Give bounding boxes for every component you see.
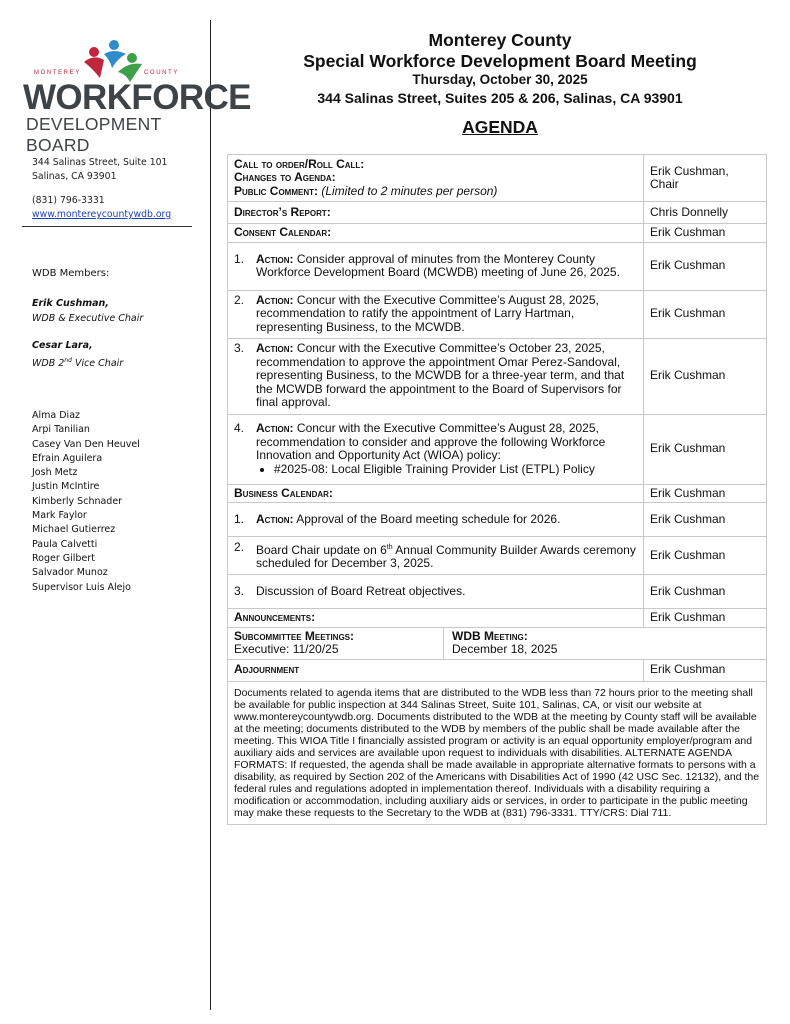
vertical-divider [210, 20, 211, 1010]
table-row [228, 659, 767, 681]
presenter: Erik Cushman [644, 575, 767, 609]
officer-name: Erik Cushman, [32, 298, 109, 309]
logo-workforce: WORKFORCE [23, 78, 251, 117]
member-name: Casey Van Den Heuvel [32, 438, 140, 450]
table-row: 1. Action: Approval of the Board meeting schedule for 2026. Erik Cushman [228, 503, 767, 537]
wdb-logo [18, 38, 251, 155]
member-name: Arpi Tanilian [32, 424, 90, 436]
presenter: Erik Cushman [644, 503, 767, 537]
wdb-meeting-label: WDB Meeting: [452, 628, 528, 643]
presenter: Erik Cushman [644, 242, 767, 290]
presenter: Erik Cushman [644, 537, 767, 575]
officer-chair [32, 296, 143, 326]
table-row [228, 155, 767, 202]
table-row [228, 224, 767, 243]
subcommittee-label: Subcommittee Meetings: [234, 628, 354, 643]
presenter: Erik Cushman [644, 290, 767, 338]
members-title: WDB Members: [32, 268, 110, 279]
item-text: Consider approval of minutes from the Monterey County Workforce Development Board (MCWDB) meeting of June 26, 2025. [256, 251, 620, 279]
member-name: Efrain Aguilera [32, 452, 103, 464]
table-row: 1. Action: Consider approval of minutes from the Monterey County Workforce Development Board (MCWDB) meeting of June 26, 2025. Erik Cushman [228, 242, 767, 290]
member-name: Paula Calvetti [32, 538, 98, 550]
member-name: Kimberly Schnader [32, 495, 123, 507]
table-row [228, 202, 767, 224]
consent-calendar: Consent Calendar: [228, 224, 644, 243]
announcements: Announcements: [228, 609, 644, 628]
policy-bullet: • #2025-08: Local Eligible Training Provider List (ETPL) Policy [274, 463, 637, 477]
public-comment: Public Comment: [234, 183, 318, 198]
table-row [228, 484, 767, 503]
officer-role: WDB & Executive Chair [32, 313, 144, 324]
item-text: Discussion of Board Retreat objectives. [256, 583, 466, 598]
logo-monterey: MONTEREY [34, 70, 81, 76]
presenter: Erik Cushman [644, 224, 767, 243]
item-text: Concur with the Executive Committee’s October 23, 2025, recommendation to approve the appointment Omar Perez-Sandoval, representing Business, to the MCWDB for a three-year term, and that the MCWDB forward the appointment to the Board of Supervisors for final approval. [256, 341, 625, 410]
adjournment: Adjournment [228, 659, 644, 681]
logo-county: COUNTY [144, 70, 179, 76]
table-row: 4. Action: Concur with the Executive Committee’s August 28, 2025, recommendation to consider and approve the following Workforce Innovation and Opportunity Act (WIOA) policy: • #2025-08: Local Eligible Training Provider List (ETPL) Policy Erik Cushman [228, 414, 767, 484]
website-link[interactable]: www.montereycountywdb.org [32, 209, 172, 220]
people-figures-icon [80, 38, 150, 83]
address-line-2: Salinas, CA 93901 [32, 171, 117, 182]
item-text: Concur with the Executive Committee’s August 28, 2025, recommendation to ratify the appointment of Larry Hartman, representing Business, to the MCWDB. [256, 292, 599, 334]
presenter: Erik Cushman [644, 338, 767, 414]
public-comment-note: (Limited to 2 minutes per person) [321, 183, 498, 198]
call-to-order: Call to order/Roll Call: [234, 156, 365, 171]
presenter: Erik Cushman [644, 609, 767, 628]
member-name: Michael Gutierrez [32, 524, 116, 536]
member-name: Justin McIntire [32, 481, 100, 493]
meeting-date: Thursday, October 30, 2025 [412, 72, 588, 87]
presenter: Chris Donnelly [644, 202, 767, 224]
table-row: 2. Action: Concur with the Executive Committee’s August 28, 2025, recommendation to ratify the appointment of Larry Hartman, representing Business, to the MCWDB. Erik Cushman [228, 290, 767, 338]
item-text: Board Chair update on 6th Annual Community Builder Awards ceremony scheduled for December 3, 2025. [256, 542, 636, 570]
org-name: Monterey County [428, 30, 572, 50]
table-row: 2. Board Chair update on 6th Annual Community Builder Awards ceremony scheduled for December 3, 2025. Erik Cushman [228, 537, 767, 575]
business-calendar: Business Calendar: [228, 484, 644, 503]
wdb-meeting-value: December 18, 2025 [452, 642, 558, 656]
directors-report: Director’s Report: [228, 202, 644, 224]
subcommittee-value: Executive: 11/20/25 [234, 642, 339, 656]
member-name: Roger Gilbert [32, 552, 95, 564]
member-name: Alma Diaz [32, 410, 80, 421]
member-name: Mark Faylor [32, 510, 87, 522]
table-row: 3. Discussion of Board Retreat objectives. Erik Cushman [228, 575, 767, 609]
table-row [228, 609, 767, 628]
meeting-location: 344 Salinas Street, Suites 205 & 206, Salinas, CA 93901 [317, 90, 683, 106]
item-text: Concur with the Executive Committee’s August 28, 2025, recommendation to consider and approve the following Workforce Innovation and Opportunity Act (WIOA) policy: [256, 421, 606, 462]
logo-development-board: DEVELOPMENT BOARD [26, 114, 162, 155]
contact-block [32, 156, 171, 222]
member-name: Josh Metz [32, 467, 78, 479]
phone: (831) 796-3331 [32, 195, 105, 206]
table-row [228, 627, 767, 659]
table-row: 3. Action: Concur with the Executive Committee’s October 23, 2025, recommendation to approve the appointment Omar Perez-Sandoval, representing Business, to the MCWDB for a three-year term, and that the MCWDB forward the appointment to the Board of Supervisors for final approval. Erik Cushman [228, 338, 767, 414]
changes-to-agenda: Changes to Agenda: [234, 170, 336, 185]
agenda-table [227, 154, 767, 825]
address-line-1: 344 Salinas Street, Suite 101 [32, 157, 168, 168]
members-list [32, 409, 140, 595]
member-name: Salvador Munoz [32, 567, 108, 579]
table-row [228, 681, 767, 824]
presenter: Erik Cushman [644, 659, 767, 681]
agenda-heading: AGENDA [462, 117, 538, 137]
presenter: Erik Cushman [644, 414, 767, 484]
sidebar-divider [22, 226, 192, 227]
accessibility-notice: Documents related to agenda items that are distributed to the WDB less than 72 hours prior to the meeting shall be available for public inspection at 344 Salinas Street, Suite 101, Salinas, CA, or visit our website at www.montereycountywdb.org. Documents distributed to the WDB at the meeting by County staff will be available at the meeting; documents distributed to the WDB by members of the public shall be made available after the meeting. This WIOA Title I financially assisted program or activity is an equal opportunity employer/program and auxiliary aids and services are available upon request to individuals with disabilities. ALTERNATE AGENDA FORMATS: If requested, the agenda shall be made available in appropriate alternative formats to persons with a disability, as required by Section 202 of the Americans with Disabilities Act of 1990 (42 USC Sec. 12132), and the federal rules and regulations adopted in implementation thereof. Individuals with a disability requiring a modification or accommodation, including auxiliary aids or services, in order to participate in the public meeting may make these requests to the Secretary to the WDB at (831) 796-3331. TTY/CRS: Dial 711. [228, 681, 767, 824]
officer-role: WDB 2nd Vice Chair [32, 357, 124, 370]
presenter: Erik Cushman [644, 484, 767, 503]
item-text: Approval of the Board meeting schedule for 2026. [296, 511, 561, 526]
presenter: Erik Cushman, Chair [644, 155, 767, 202]
member-name: Supervisor Luis Alejo [32, 581, 131, 593]
officer-name: Cesar Lara, [32, 340, 93, 351]
officer-vice-chair [32, 338, 123, 371]
meeting-title: Special Workforce Development Board Meeting [303, 51, 697, 71]
